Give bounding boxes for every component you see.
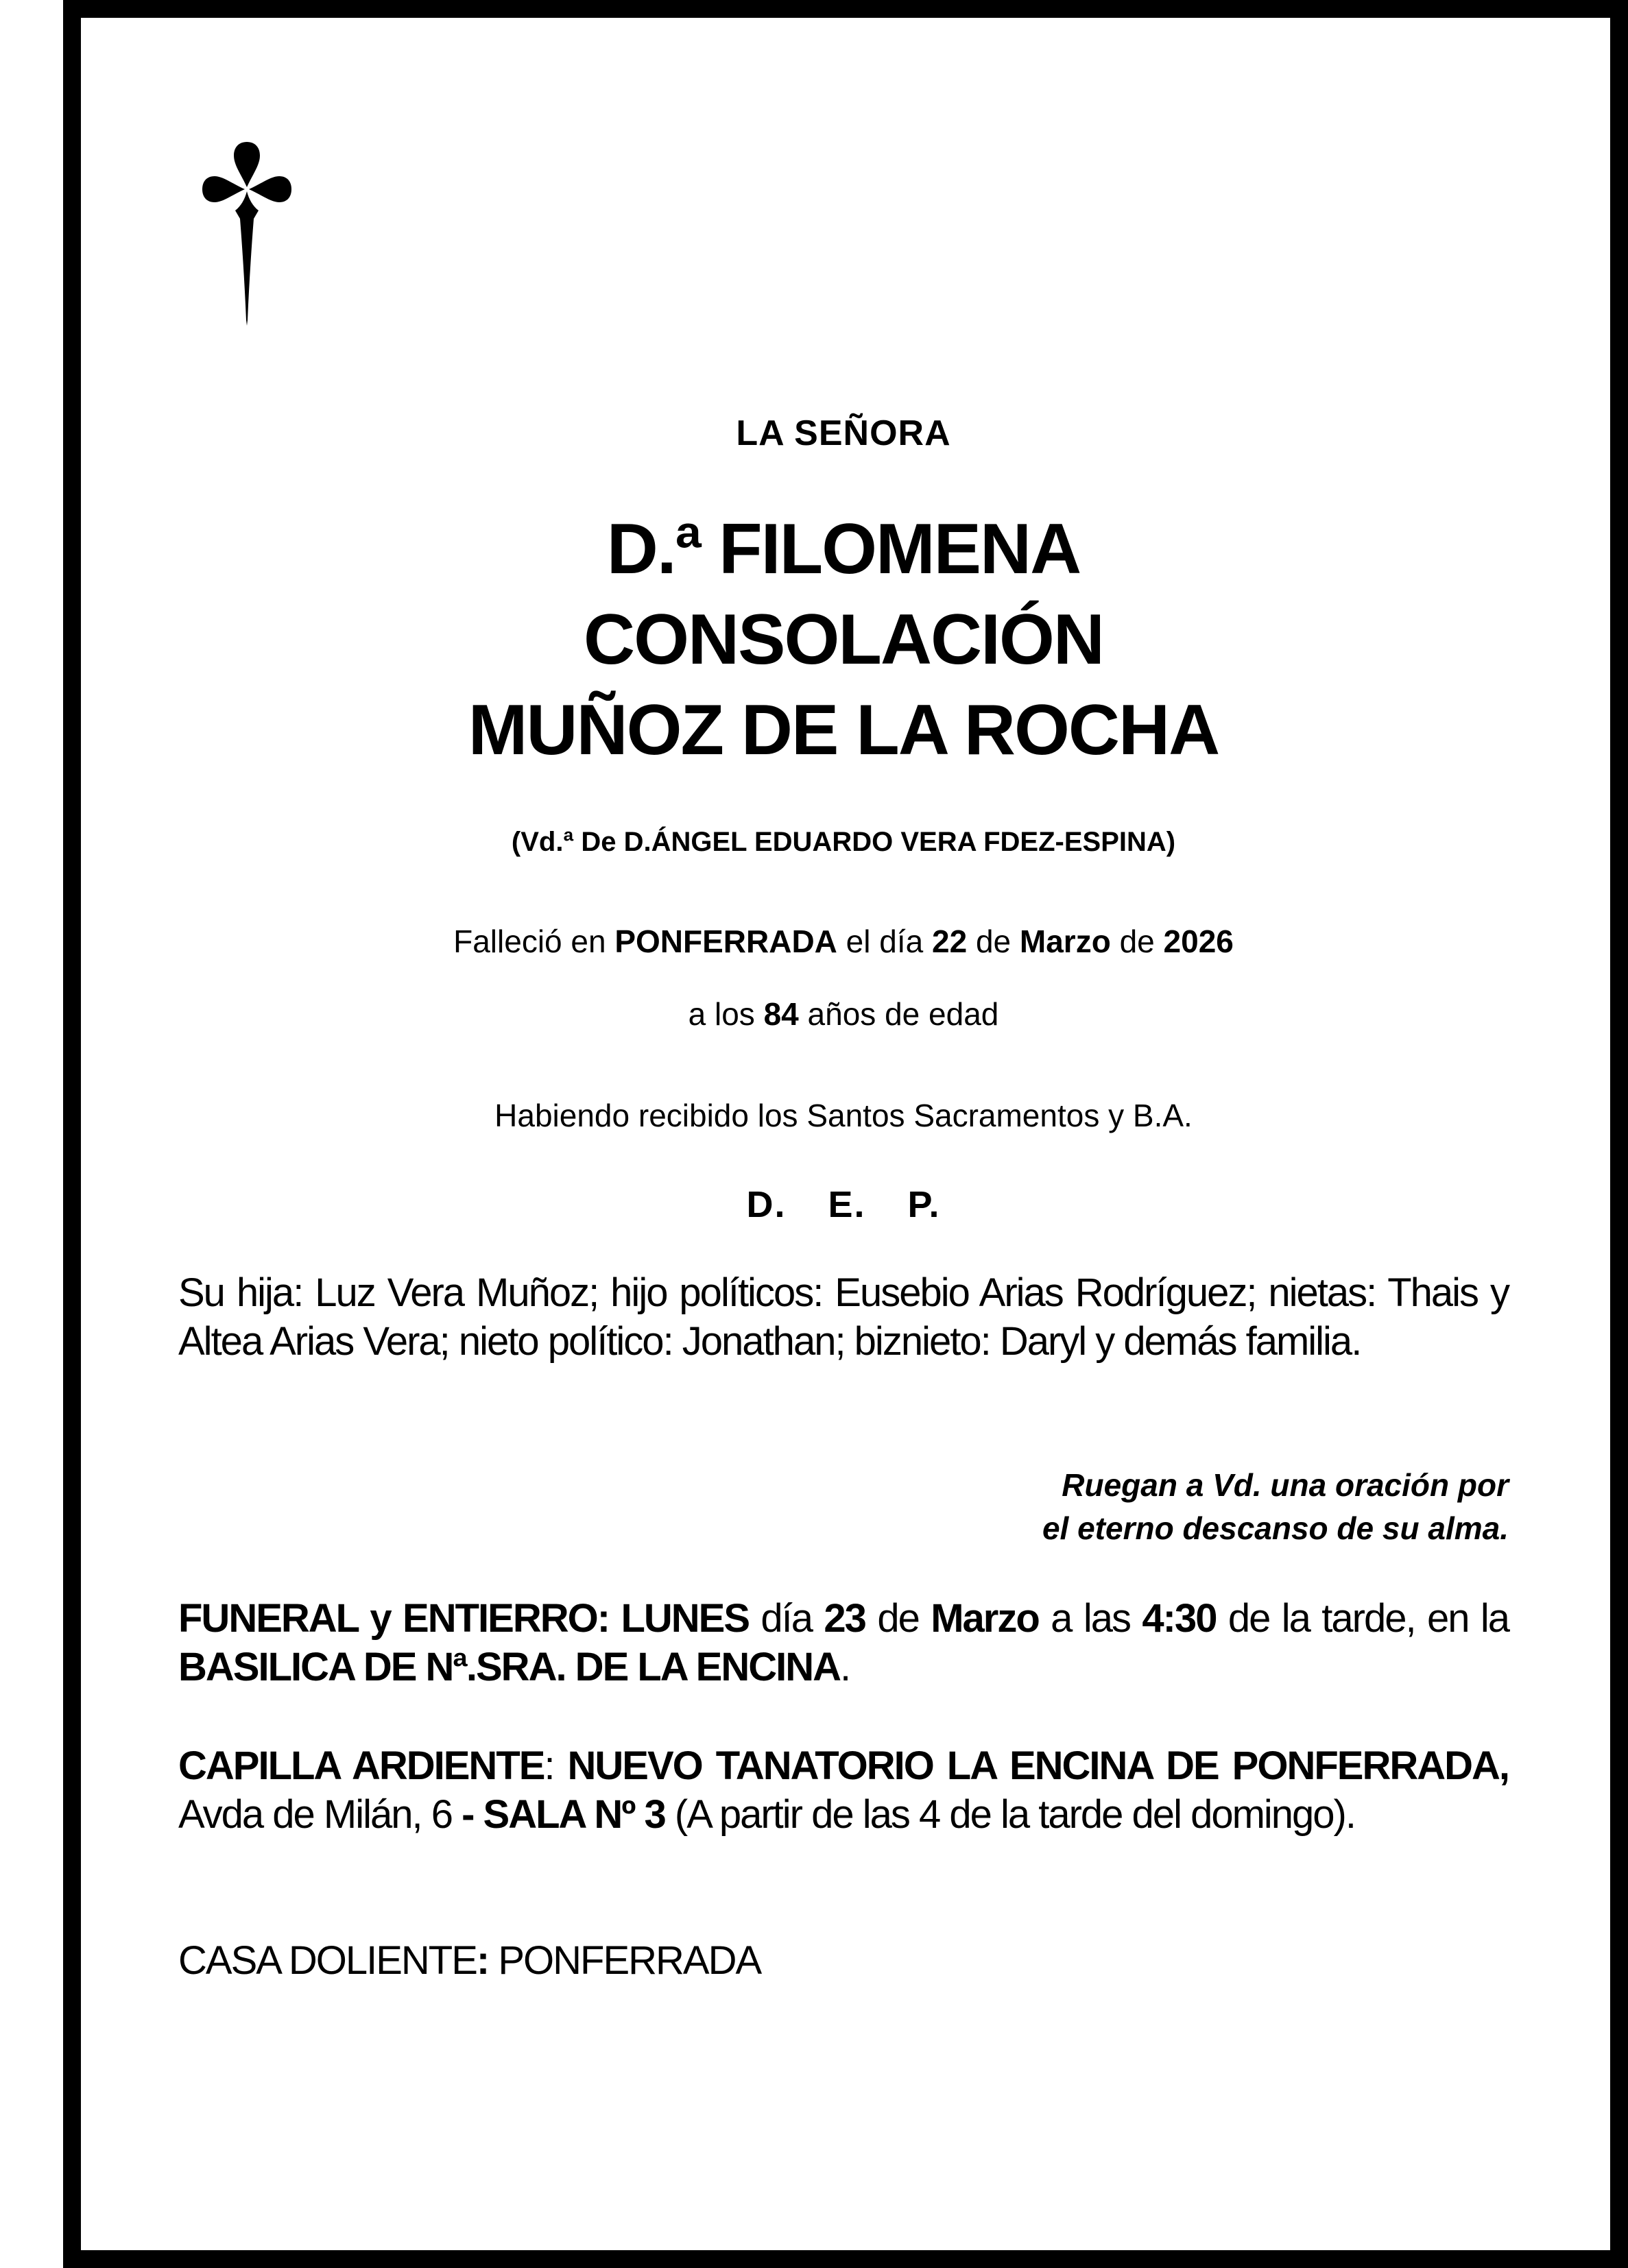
funeral-church: BASILICA DE Nª.SRA. DE LA ENCINA	[178, 1645, 840, 1689]
family-paragraph: Su hija: Luz Vera Muñoz; hijo políticos: Eusebio Arias Rodríguez; nietas: Thais y Altea Arias Vera; nieto político: Jonathan; biznieto: Daryl y demás familia.	[178, 1270, 1509, 1364]
death-place: PONFERRADA	[614, 924, 837, 959]
page-border-frame	[63, 0, 1628, 2268]
death-line: Falleció en PONFERRADA el día 22 de Marzo de 2026	[453, 924, 1234, 959]
deceased-name-line-2: CONSOLACIÓN	[584, 600, 1103, 679]
capilla-address: Avda de Milán, 6	[178, 1792, 462, 1837]
casa-label: CASA DOLIENTE	[178, 1938, 477, 1983]
death-month: Marzo	[1019, 924, 1111, 959]
death-year: 2026	[1163, 924, 1234, 959]
funeral-paragraph: FUNERAL y ENTIERRO: LUNES día 23 de Marzo a las 4:30 de la tarde, en la BASILICA DE Nª.SRA. DE LA ENCINA.	[178, 1596, 1509, 1689]
funeral-time: 4:30	[1142, 1596, 1217, 1641]
capilla-label: CAPILLA ARDIENTE	[178, 1744, 544, 1788]
capilla-schedule: (A partir de las 4 de la tarde del domingo).	[665, 1792, 1355, 1837]
death-day: 22	[932, 924, 968, 959]
deceased-name-line-1: D.ª FILOMENA	[606, 509, 1081, 589]
capilla-paragraph: CAPILLA ARDIENTE: NUEVO TANATORIO LA ENCINA DE PONFERRADA, Avda de Milán, 6 - SALA Nº 3 (A partir de las 4 de la tarde del domingo).	[178, 1744, 1509, 1837]
casa-doliente-line: CASA DOLIENTE: PONFERRADA	[178, 1938, 761, 1983]
funeral-month: Marzo	[931, 1596, 1039, 1641]
funeral-label: FUNERAL y ENTIERRO: LUNES	[178, 1596, 750, 1641]
deceased-name	[178, 504, 1509, 775]
capilla-venue: NUEVO TANATORIO LA ENCINA DE PONFERRADA,	[567, 1744, 1509, 1788]
capilla-room: - SALA Nº 3	[462, 1792, 665, 1837]
age-line: a los 84 años de edad	[688, 996, 999, 1032]
prayer-note	[178, 1464, 1509, 1550]
widow-line: (Vd.ª De D.ÁNGEL EDUARDO VERA FDEZ-ESPINA)	[511, 827, 1176, 857]
casa-value: PONFERRADA	[488, 1938, 761, 1983]
header-label: LA SEÑORA	[736, 413, 951, 453]
deceased-name-line-3: MUÑOZ DE LA ROCHA	[468, 690, 1219, 770]
dep-line: D. E. P.	[746, 1184, 941, 1225]
funeral-day: 23	[824, 1596, 865, 1641]
sacraments-line: Habiendo recibido los Santos Sacramentos y B.A.	[494, 1098, 1193, 1133]
prayer-line-2: el eterno descanso de su alma.	[1042, 1510, 1509, 1546]
cross-icon	[202, 141, 291, 327]
death-text: Falleció en	[453, 924, 615, 959]
prayer-line-1: Ruegan a Vd. una oración por	[1062, 1467, 1509, 1503]
age-value: 84	[763, 996, 799, 1032]
